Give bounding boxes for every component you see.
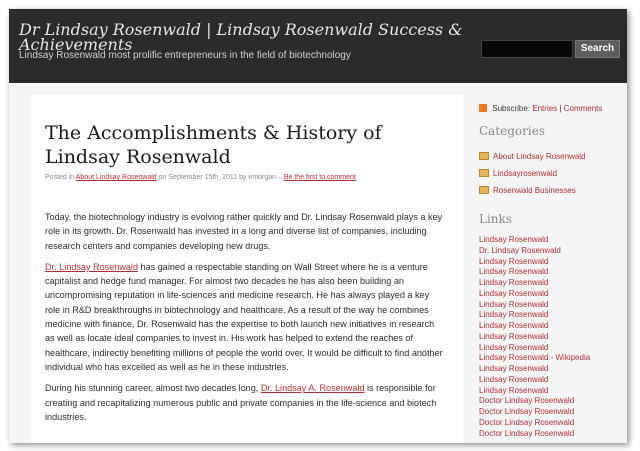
paragraph-1: Today, the biotechnology industry is evolving rather quickly and Dr. Lindsay Rosenwald plays a key role in its growth. Dr. Rosenwald has invested in a long and diverse list of companies, including research centers and companies developing new drugs.: [45, 212, 443, 251]
rss-icon: [479, 104, 487, 112]
site-header: [9, 9, 627, 83]
site-tagline: Lindsay Rosenwald most prolific entrepreneurs in the field of biotechnology: [19, 50, 351, 61]
category-item[interactable]: [479, 186, 627, 203]
subscribe-comments-link[interactable]: Comments: [563, 104, 603, 113]
paragraph-2-text: has gained a respectable standing on Wall Street where he is a venture capitalist and hedge fund manager. For almost two decades he has also been building an uncompromising reputation in life-sciences and medicine research. He has always played a key role in R&D breakthroughs in biotechnology and healthcare. As a result of the way he combines medicine with finance, Dr. Rosenwald has the expertise to both launch new initiatives in research as well as locate ideal companies to invest in. His work has helped to extend the reaches of healthcare, indirectly benefiting millions of people the world over. It would be difficult to find another individual who has excelled as well as he in these industries.: [45, 261, 443, 372]
blogroll-link[interactable]: Lindsay Rosenwald: [479, 288, 549, 298]
blogroll-link[interactable]: Lindsay Rosenwald: [479, 364, 549, 373]
blogroll-link[interactable]: Doctor Lindsay Rosenwald: [479, 407, 575, 416]
category-label[interactable]: Rosenwald Businesses: [493, 186, 576, 195]
categories-heading: Categories: [479, 124, 545, 138]
blogroll-link[interactable]: Doctor Lindsay Rosenwald: [479, 396, 575, 406]
post-meta: [45, 174, 455, 181]
post-body: [45, 210, 445, 431]
rosenwald-link-2[interactable]: Dr. Lindsay A. Rosenwald: [260, 383, 365, 394]
folder-icon: [479, 152, 489, 160]
blogroll-link[interactable]: Lindsay Rosenwald: [479, 235, 549, 244]
blogroll-link[interactable]: Lindsay Rosenwald: [479, 342, 549, 352]
blogroll-link[interactable]: Lindsay Rosenwald: [479, 299, 549, 309]
blogroll-link[interactable]: Lindsay Rosenwald: [479, 385, 549, 395]
blogroll-link[interactable]: Lindsay Rosenwald: [479, 256, 549, 266]
blogroll-link[interactable]: Doctor Lindsay Rosenwald: [479, 428, 575, 438]
links-heading: Links: [479, 212, 512, 226]
paragraph-2: [45, 260, 445, 374]
folder-icon: [479, 169, 489, 177]
subscribe-entries-link[interactable]: Entries: [532, 104, 558, 113]
paragraph-3-text: is responsible for creating and recapitalizing numerous public and private companies in the life-science and biotech industries.: [45, 383, 437, 422]
paragraph-3-start: During his stunning career, almost two decades long,: [45, 383, 261, 394]
blogroll-link[interactable]: Lindsay Rosenwald: [479, 278, 549, 287]
site-title[interactable]: Dr Lindsay Rosenwald | Lindsay Rosenwald Success & Achievements: [19, 20, 463, 54]
category-label[interactable]: About Lindsay Rosenwald: [493, 152, 586, 161]
blogroll-link[interactable]: Lindsay Rosenwald - Wikipedia: [479, 353, 591, 363]
post-content: [31, 95, 463, 443]
blogroll-link[interactable]: Dr. Lindsay Rosenwald: [479, 245, 561, 255]
meta-date-author: on September 15th, 2011 by emorgan –: [158, 174, 282, 181]
search-button[interactable]: Search: [575, 40, 620, 58]
category-item[interactable]: [479, 169, 627, 186]
blogroll-link[interactable]: Lindsay Rosenwald: [479, 374, 549, 384]
blogroll-link[interactable]: Lindsay Rosenwald: [479, 321, 549, 330]
subscribe-label: Subscribe:: [492, 104, 531, 113]
meta-posted-in: Posted in: [45, 174, 75, 181]
category-item[interactable]: [479, 152, 627, 169]
rosenwald-link-1[interactable]: Dr. Lindsay Rosenwald: [45, 261, 139, 272]
folder-icon: [479, 186, 489, 194]
categories-list: [479, 152, 627, 203]
post-title[interactable]: The Accomplishments & History of Lindsay Rosenwald: [45, 122, 382, 168]
subscribe-line: [479, 104, 602, 113]
blogroll-link[interactable]: Lindsay Rosenwald: [479, 267, 549, 277]
category-label[interactable]: Lindsayrosenwald: [493, 169, 558, 178]
links-list: [479, 235, 627, 439]
blogroll-link[interactable]: Lindsay Rosenwald: [479, 310, 549, 320]
meta-comment-link[interactable]: Be the first to comment: [283, 174, 356, 181]
sidebar: [479, 95, 627, 443]
meta-category-link[interactable]: About Lindsay Rosenwald: [75, 174, 157, 181]
blogroll-link[interactable]: Lindsay Rosenwald: [479, 331, 549, 341]
subscribe-separator: |: [559, 104, 562, 113]
paragraph-3: [45, 381, 445, 424]
browser-page: [9, 9, 627, 443]
blogroll-link[interactable]: Doctor Lindsay Rosenwald: [479, 417, 575, 427]
search-input[interactable]: [481, 40, 573, 58]
